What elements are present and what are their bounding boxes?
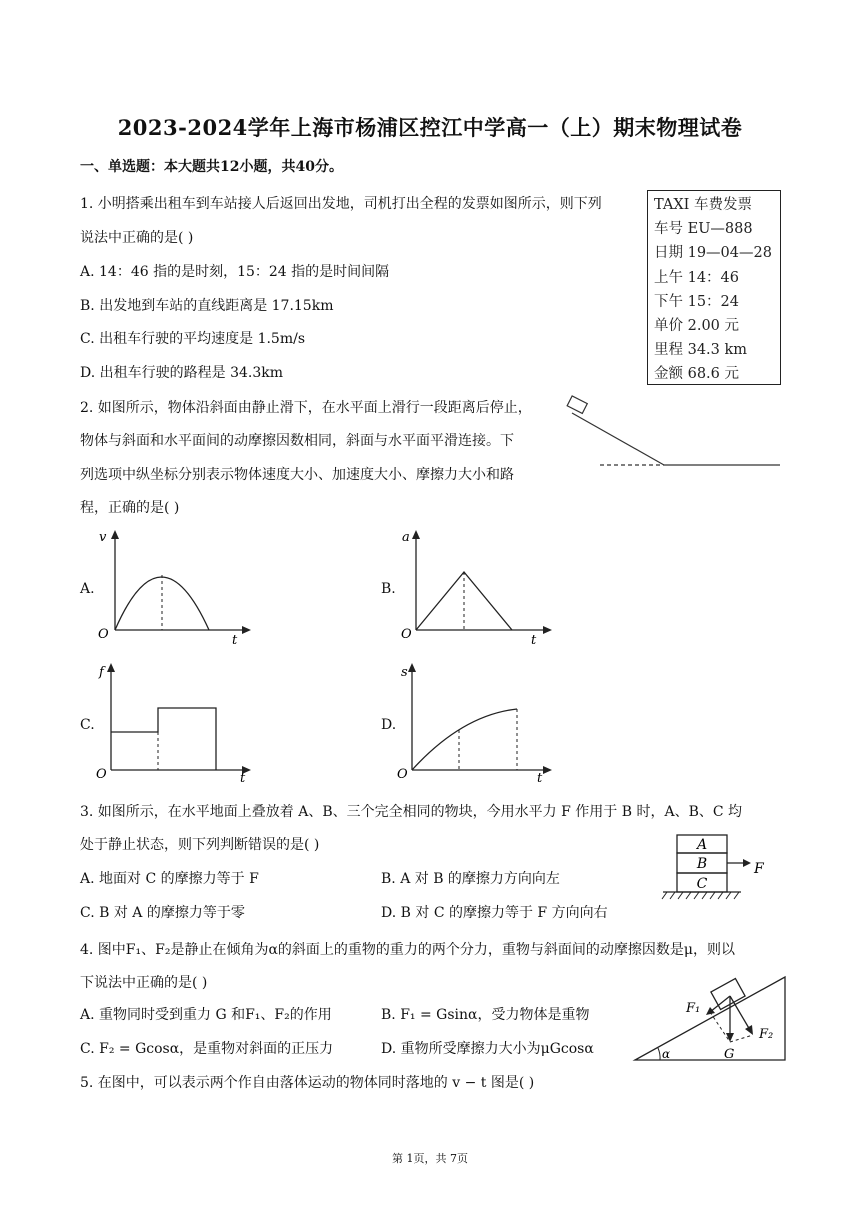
section-heading: 一、单选题：本大题共12小题，共40分。 xyxy=(80,159,343,175)
receipt-line: 下午 15：24 xyxy=(654,293,740,310)
q3-stem-line2: 处于静止状态，则下列判断错误的是( ) xyxy=(80,837,320,853)
graph-b-origin: O xyxy=(401,627,412,642)
block-b-label: B xyxy=(696,856,708,872)
graph-v-t xyxy=(96,528,256,646)
gravity-g-label: G xyxy=(724,1047,735,1062)
receipt-line: 单价 2.00 元 xyxy=(654,318,740,335)
q2-stem-line2: 物体与斜面和水平面间的动摩擦因数相同，斜面与水平面平滑连接。下 xyxy=(80,433,514,449)
receipt-line: TAXI 车费发票 xyxy=(654,197,753,213)
force-f-label: F xyxy=(754,861,764,877)
graph-c-origin: O xyxy=(96,767,107,782)
q2-option-b-label: B. xyxy=(381,581,396,597)
taxi-receipt xyxy=(647,190,781,385)
q1-stem-line1: 1. 小明搭乘出租车到车站接人后返回出发地，司机打出全程的发票如图所示，则下列 xyxy=(80,196,602,212)
receipt-line: 车号 EU—888 xyxy=(654,221,753,238)
receipt-line: 上午 14：46 xyxy=(654,269,740,286)
q2-option-d-label: D. xyxy=(381,717,397,733)
force-f1-label: F₁ xyxy=(686,1001,701,1016)
q4-option-d: D. 重物所受摩擦力大小为μGcosα xyxy=(381,1041,594,1057)
graph-a-y-label: v xyxy=(99,530,107,545)
receipt-line: 里程 34.3 km xyxy=(654,342,748,359)
q2-stem-line4: 程，正确的是( ) xyxy=(80,500,180,516)
graph-a-origin: O xyxy=(98,627,109,642)
incline-figure xyxy=(560,392,785,472)
q2-option-c-label: C. xyxy=(80,717,95,733)
graph-a-x-label: t xyxy=(232,633,238,646)
graph-c-y-label: f xyxy=(99,665,104,680)
q1-option-b: B. 出发地到车站的直线距离是 17.15km xyxy=(80,298,334,314)
q3-option-b: B. A 对 B 的摩擦力方向向左 xyxy=(381,871,560,887)
q1-stem-line2: 说法中正确的是( ) xyxy=(80,230,194,246)
graph-d-x-label: t xyxy=(537,771,543,782)
graph-c-x-label: t xyxy=(240,771,246,782)
q1-option-c: C. 出租车行驶的平均速度是 1.5m/s xyxy=(80,331,306,347)
q4-option-a: A. 重物同时受到重力 G 和F₁、F₂的作用 xyxy=(80,1007,332,1023)
q4-stem-line2: 下说法中正确的是( ) xyxy=(80,975,208,991)
graph-f-t xyxy=(96,660,256,782)
receipt-line: 金额 68.6 元 xyxy=(654,366,740,383)
q3-option-c: C. B 对 A 的摩擦力等于零 xyxy=(80,905,245,921)
q4-stem-line1: 4. 图中F₁、F₂是静止在倾角为α的斜面上的重物的重力的两个分力，重物与斜面间的动摩擦因数是μ，则以 xyxy=(80,942,736,958)
q2-stem-line3: 列选项中纵坐标分别表示物体速度大小、加速度大小、摩擦力大小和路 xyxy=(80,467,514,483)
q1-option-d: D. 出租车行驶的路程是 34.3km xyxy=(80,365,284,381)
angle-alpha-label: α xyxy=(662,1047,671,1061)
graph-b-y-label: a xyxy=(402,530,410,545)
q2-stem-line1: 2. 如图所示，物体沿斜面由静止滑下，在水平面上滑行一段距离后停止， xyxy=(80,400,532,416)
q3-option-a: A. 地面对 C 的摩擦力等于 F xyxy=(80,871,259,887)
graph-a-t xyxy=(397,528,557,646)
q5-stem-line1: 5. 在图中，可以表示两个作自由落体运动的物体同时落地的 v − t 图是( ) xyxy=(80,1075,535,1091)
incline-force-figure xyxy=(630,972,790,1067)
graph-d-y-label: s xyxy=(401,665,408,680)
block-c-label: C xyxy=(696,876,708,892)
stacked-blocks-figure xyxy=(655,832,775,904)
page-title: 2023-2024学年上海市杨浦区控江中学高一（上）期末物理试卷 xyxy=(117,115,743,140)
page-footer: 第 1页，共 7页 xyxy=(392,1152,468,1165)
q2-option-a-label: A. xyxy=(80,581,95,597)
graph-b-x-label: t xyxy=(531,633,537,646)
q1-option-a: A. 14：46 指的是时刻，15：24 指的是时间间隔 xyxy=(80,264,390,280)
graph-s-t xyxy=(397,660,557,782)
graph-d-origin: O xyxy=(397,767,408,782)
force-f2-label: F₂ xyxy=(759,1027,774,1042)
q4-option-c: C. F₂ = Gcosα，是重物对斜面的正压力 xyxy=(80,1041,334,1057)
q3-stem-line1: 3. 如图所示，在水平地面上叠放着 A、B、三个完全相同的物块，今用水平力 F 作用于 B 时，A、B、C 均 xyxy=(80,804,743,820)
block-a-label: A xyxy=(696,837,708,853)
q4-option-b: B. F₁ = Gsinα，受力物体是重物 xyxy=(381,1007,590,1023)
q3-option-d: D. B 对 C 的摩擦力等于 F 方向向右 xyxy=(381,905,608,921)
receipt-line: 日期 19—04—28 xyxy=(654,245,772,262)
